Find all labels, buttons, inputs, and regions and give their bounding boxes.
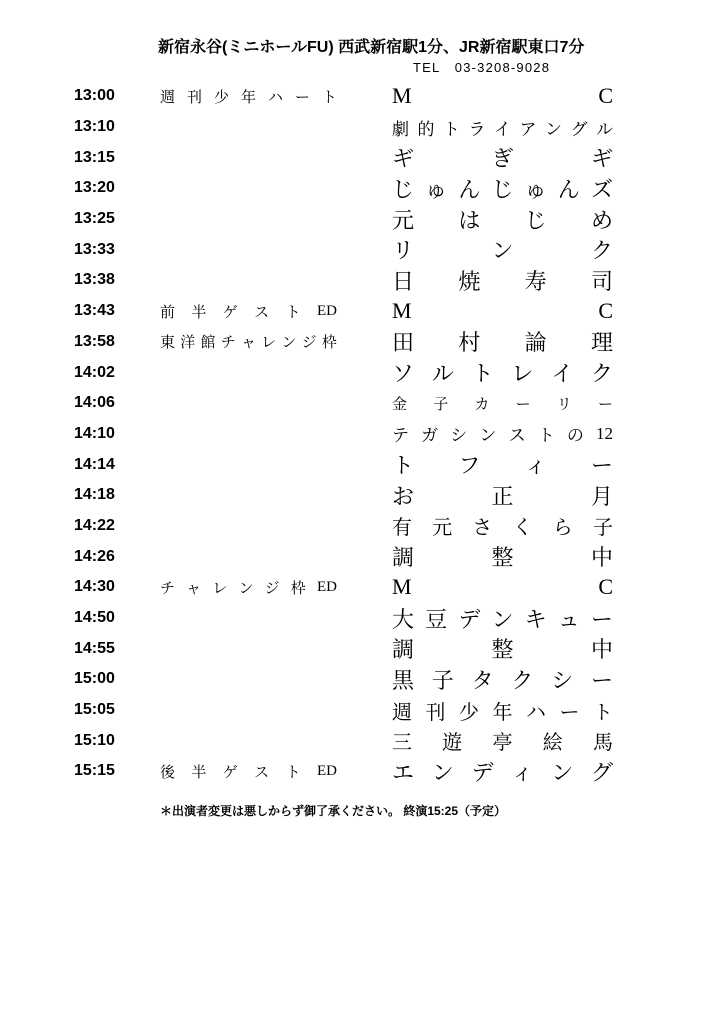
glyph: 的 [417,119,435,139]
glyph: 劇 [392,119,409,139]
performer-name [392,603,613,634]
performer-name [392,142,613,173]
schedule-row [0,725,724,756]
schedule-row [0,173,724,204]
glyph: 年 [492,701,513,724]
glyph: 調 [392,545,415,571]
glyph: 馬 [593,732,613,755]
segment-label [160,511,337,542]
segment-label [160,603,337,634]
glyph: リ [392,238,415,264]
glyph: 整 [491,637,514,663]
time-slot: 14:55 [74,639,115,657]
glyph: C [598,298,613,324]
time-slot: 14:18 [74,486,115,504]
glyph: 絵 [542,732,563,755]
glyph: テ [392,426,409,446]
time-slot: 13:33 [74,240,115,258]
segment-label [160,204,337,235]
segment-label [160,449,337,480]
glyph: イ [551,361,574,387]
glyph: 三 [392,732,412,755]
glyph: 刊 [425,701,446,724]
segment-label [160,572,337,603]
glyph: 調 [392,637,415,663]
time-slot: 13:25 [74,210,115,228]
glyph: ゅ [425,176,448,202]
performer-name [392,265,613,296]
time-slot: 15:15 [74,762,115,780]
glyph: ー [590,606,613,632]
glyph: ィ [511,759,534,785]
performer-name [392,296,613,327]
segment-label [160,388,337,419]
glyph: 田 [392,330,415,356]
segment-label [160,296,337,327]
glyph: 金 [392,396,408,413]
glyph: グ [590,759,613,785]
glyph: 日 [392,268,415,294]
glyph: 少 [459,701,479,724]
glyph: ン [545,119,562,139]
segment-label [160,234,337,265]
glyph: ィ [524,453,547,479]
glyph: 理 [590,330,613,356]
segment-label [160,541,337,572]
schedule-row [0,756,724,787]
performer-name [392,541,613,572]
glyph: 豆 [425,606,448,632]
segment-label [160,142,337,173]
schedule-row [0,234,724,265]
schedule-row [0,296,724,327]
glyph: ソ [392,361,415,387]
glyph: 半 [191,304,207,321]
footer-note: ＊出演者変更は悪しからず御了承ください。 終演15:25（予定） [160,804,507,818]
glyph: 中 [590,545,613,571]
glyph: ト [593,701,613,724]
glyph: ト [443,119,460,139]
glyph: イ [494,119,511,139]
glyph: M [392,574,412,600]
schedule-table [0,81,724,787]
time-slot: 14:14 [74,455,115,473]
glyph: ズ [590,176,613,202]
performer-name [392,756,613,787]
tel-line: TEL 03-3208-9028 [413,60,551,75]
glyph: 子 [431,667,454,693]
glyph: ャ [186,580,202,597]
glyph: 亭 [492,732,513,755]
glyph: レ [261,335,277,352]
performer-name [392,449,613,480]
glyph: め [590,207,613,233]
glyph: エ [392,759,415,785]
glyph: ハ [526,701,546,724]
glyph: ン [551,759,574,785]
glyph: ス [254,764,270,781]
time-slot: 14:06 [74,394,115,412]
time-slot: 14:30 [74,578,115,596]
glyph: 館 [200,335,216,352]
glyph: 村 [458,330,481,356]
glyph: ギ [590,146,613,172]
glyph: ゲ [222,304,238,321]
segment-label [160,480,337,511]
time-slot: 15:10 [74,731,115,749]
venue-header: 新宿永谷(ミニホールFU) 西武新宿駅1分、JR新宿駅東口7分 [158,39,585,56]
glyph: デ [471,759,494,785]
glyph: ー [559,701,580,724]
glyph: 寿 [524,268,547,294]
time-slot: 13:58 [74,332,115,350]
glyph: ジ [301,335,317,352]
glyph: 半 [191,764,207,781]
schedule-row [0,327,724,358]
performer-name [392,511,613,542]
segment-label [160,327,337,358]
performer-name [392,480,613,511]
glyph: ぎ [491,146,514,172]
performer-name [392,725,613,756]
schedule-row [0,664,724,695]
schedule-row [0,419,724,450]
segment-label [160,695,337,726]
time-slot: 14:26 [74,547,115,565]
time-slot: 15:00 [74,670,115,688]
glyph: ク [590,238,613,264]
glyph: ア [519,119,537,139]
time-slot: 15:05 [74,701,115,719]
performer-name [392,664,613,695]
segment-label [160,81,337,112]
glyph: ガ [421,426,439,446]
glyph: 月 [590,483,613,509]
performer-name [392,572,613,603]
schedule-row [0,695,724,726]
glyph: ゅ [524,176,547,202]
segment-label [160,756,337,787]
glyph: ト [285,764,301,781]
glyph: ン [491,238,514,264]
glyph: 元 [392,207,415,233]
glyph: チ [220,335,236,352]
glyph: タ [471,667,494,693]
glyph: ゲ [222,764,238,781]
glyph: ジ [264,580,280,597]
glyph: グ [570,119,588,139]
glyph: ん [458,176,481,202]
glyph: 少 [213,89,229,106]
glyph: 後 [160,764,176,781]
schedule-row [0,81,724,112]
glyph: 子 [592,517,613,540]
glyph: さ [472,517,493,540]
glyph: ク [590,361,613,387]
time-slot: 14:02 [74,363,115,381]
glyph: ー [294,89,310,106]
glyph: レ [511,361,534,387]
glyph: じ [392,176,415,202]
glyph: 元 [432,517,453,540]
glyph: 12 [595,423,613,443]
glyph: ン [281,335,297,352]
glyph: 有 [392,517,412,540]
schedule-row [0,388,724,419]
glyph: ギ [392,146,415,172]
schedule-row [0,572,724,603]
glyph: 中 [590,637,613,663]
glyph: 焼 [458,268,481,294]
schedule-row [0,633,724,664]
glyph: ス [254,304,270,321]
performer-name [392,388,613,419]
schedule-row [0,480,724,511]
glyph: 黒 [392,667,415,693]
glyph: チ [160,580,176,597]
glyph: 枠 [321,335,337,352]
glyph: ラ [468,119,486,139]
schedule-row [0,449,724,480]
glyph: は [458,207,481,233]
segment-label [160,173,337,204]
glyph: ED [316,302,337,319]
glyph: ク [511,667,534,693]
glyph: ン [431,759,454,785]
schedule-row [0,142,724,173]
glyph: じ [524,207,547,233]
glyph: ー [590,667,613,693]
glyph: ン [479,426,497,446]
glyph: ン [238,580,254,597]
time-slot: 14:50 [74,609,115,627]
glyph: ン [491,606,514,632]
time-slot: 13:43 [74,302,115,320]
time-slot: 13:20 [74,179,115,197]
glyph: ス [508,426,526,446]
schedule-row [0,112,724,143]
glyph: 週 [160,89,176,106]
glyph: 年 [240,89,256,106]
glyph: 洋 [180,335,196,352]
performer-name [392,112,613,143]
glyph: ト [392,453,415,479]
segment-label [160,633,337,664]
performer-name [392,633,613,664]
glyph: ュ [557,606,580,632]
glyph: デ [458,606,481,632]
time-slot: 14:22 [74,516,115,534]
glyph: 刊 [186,89,202,106]
glyph: ー [597,396,613,413]
segment-label [160,112,337,143]
glyph: 大 [392,606,415,632]
performer-name [392,234,613,265]
glyph: ED [316,578,337,595]
glyph: フ [458,453,481,479]
glyph: 前 [160,304,176,321]
glyph: ん [557,176,580,202]
glyph: く [512,517,533,540]
glyph: ト [471,361,494,387]
time-slot: 13:15 [74,148,115,166]
schedule-row [0,541,724,572]
glyph: リ [556,396,572,413]
glyph: ル [596,119,613,139]
glyph: 週 [392,701,412,724]
segment-label [160,725,337,756]
schedule-row [0,204,724,235]
glyph: じ [491,176,514,202]
glyph: 論 [524,330,547,356]
glyph: シ [551,667,574,693]
glyph: 整 [491,545,514,571]
performer-name [392,81,613,112]
glyph: カ [474,396,490,413]
glyph: ハ [267,89,283,106]
glyph: ら [552,517,573,540]
glyph: M [392,83,412,109]
glyph: 東 [160,335,176,352]
performer-name [392,327,613,358]
glyph: M [392,298,412,324]
schedule-row [0,511,724,542]
glyph: 子 [433,396,449,413]
glyph: ー [590,453,613,479]
glyph: 正 [491,483,514,509]
glyph: ー [515,396,531,413]
glyph: お [392,483,415,509]
glyph: 司 [590,268,613,294]
schedule-row [0,603,724,634]
segment-label [160,419,337,450]
schedule-row [0,357,724,388]
glyph: レ [212,580,228,597]
glyph: キ [524,606,547,632]
time-slot: 13:00 [74,87,115,105]
time-slot: 13:10 [74,118,115,136]
performer-name [392,695,613,726]
glyph: ED [316,762,337,779]
time-slot: 13:38 [74,271,115,289]
glyph: の [566,426,584,446]
glyph: シ [450,426,468,446]
glyph: ト [321,89,337,106]
segment-label [160,664,337,695]
schedule-row [0,265,724,296]
performer-name [392,357,613,388]
glyph: ル [431,361,454,387]
glyph: ト [537,426,555,446]
performer-name [392,419,613,450]
time-slot: 14:10 [74,424,115,442]
glyph: 遊 [442,732,463,755]
performer-name [392,173,613,204]
glyph: ト [285,304,301,321]
glyph: 枠 [290,580,306,597]
glyph: C [598,574,613,600]
segment-label [160,357,337,388]
glyph: C [598,83,613,109]
glyph: ャ [240,335,256,352]
performer-name [392,204,613,235]
segment-label [160,265,337,296]
